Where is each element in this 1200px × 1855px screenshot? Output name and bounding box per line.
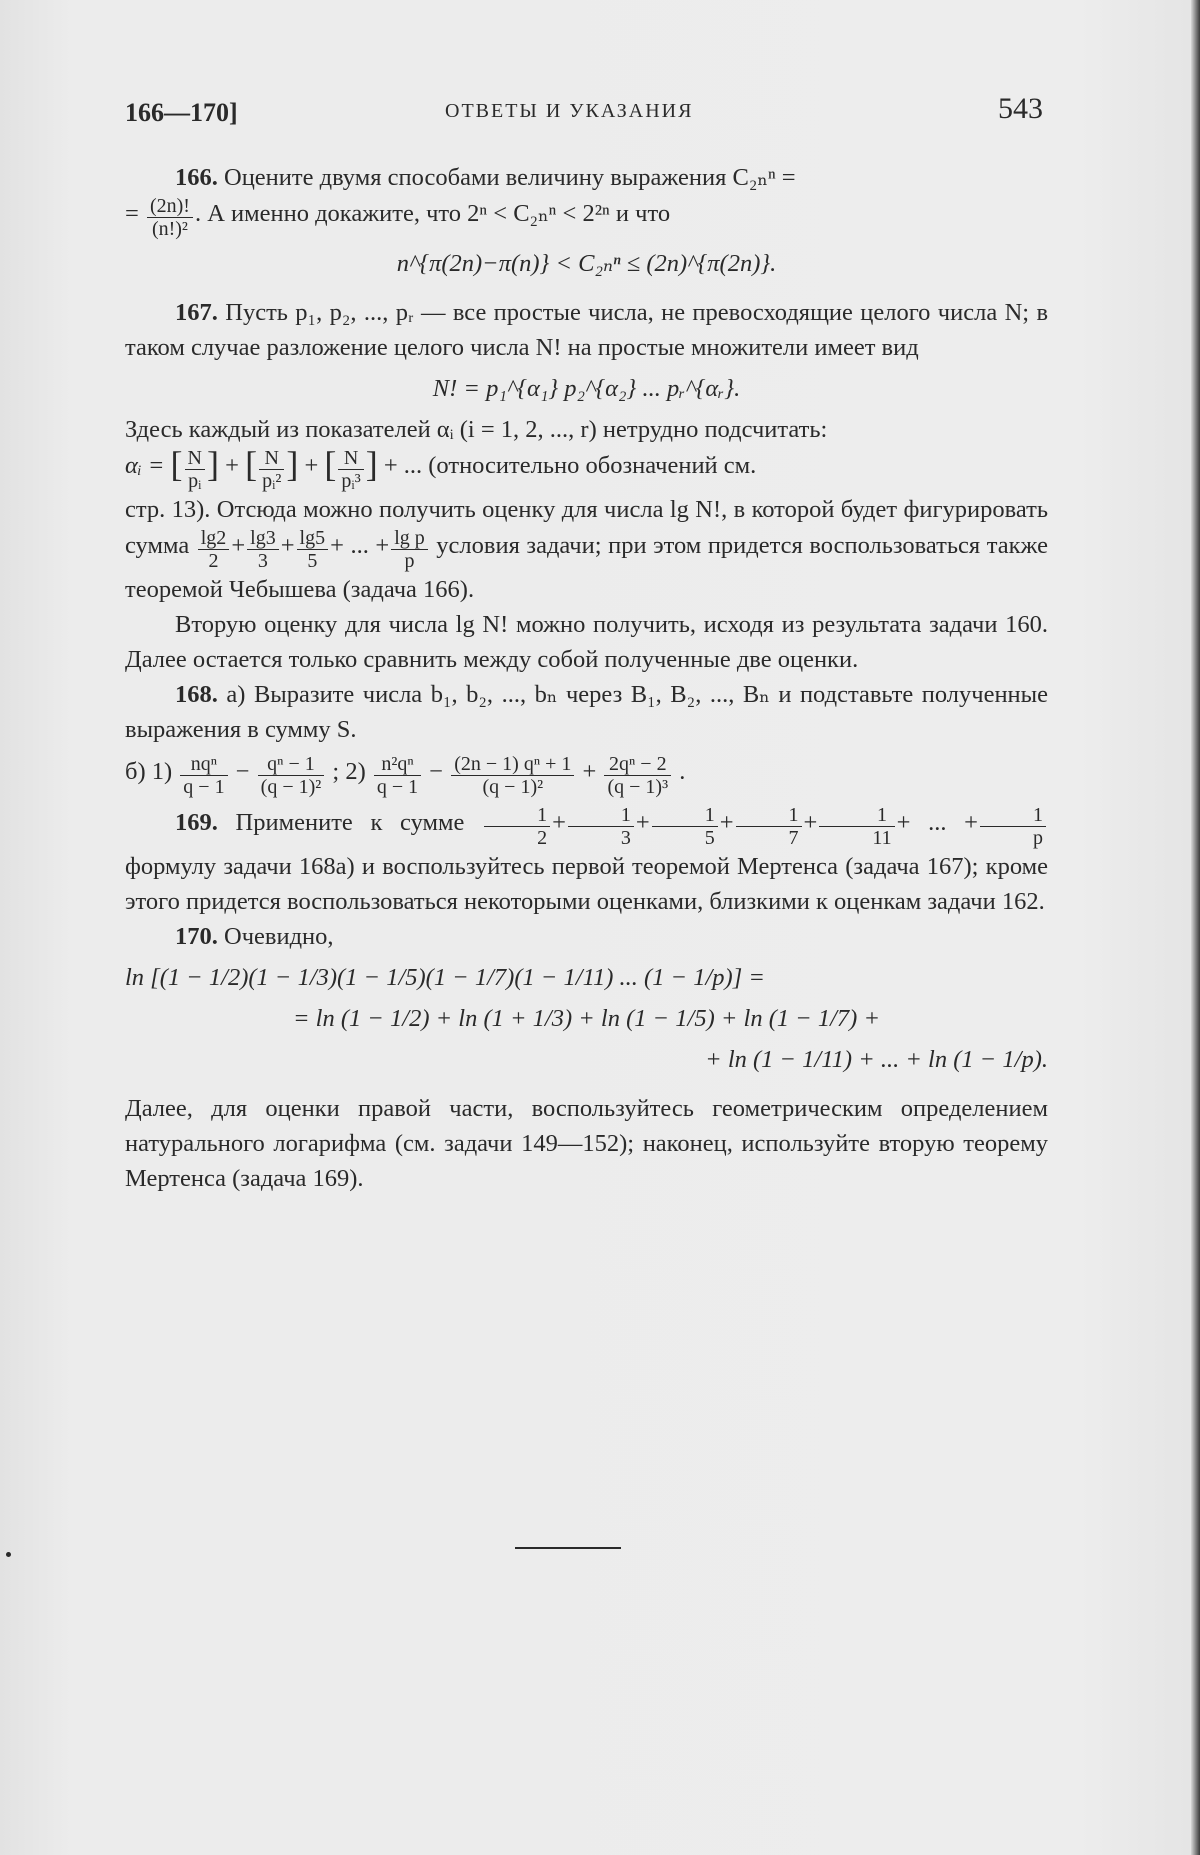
problem-number: 170. [175,923,218,950]
numerator: n²qⁿ [374,753,421,776]
fraction [297,527,329,572]
fraction [980,804,1046,849]
problem-text: Очевидно, [224,923,334,950]
numerator: lg3 [247,527,279,550]
fraction [180,753,227,798]
denominator: 11 [872,827,892,849]
problem-number: 167. [175,299,218,326]
separator: ; 2) [332,758,366,785]
denominator: pᵢ³ [341,470,361,492]
fraction [147,195,193,240]
denominator: q − 1 [376,776,419,798]
denominator: 3 [620,827,631,849]
numerator: qⁿ − 1 [258,753,325,776]
page-body [125,160,1048,1196]
problem-text: Вторую оценку для числа lg N! можно получить, исходя из результата задачи 160. Далее остается только сравнить между собой полученные две оценки. [125,611,1048,673]
fraction [819,804,894,849]
problem-text: Примените к сумме [235,809,465,836]
page-edge-shadow [1191,0,1200,1855]
page-number: 543 [998,92,1043,125]
denominator: pᵢ² [262,470,282,492]
problem-range: 166—170] [125,98,238,127]
formula: n^{π(2n)−π(n)} < C₂ₙⁿ ≤ (2n)^{π(2n)}. [396,250,777,277]
header-title: ОТВЕТЫ И УКАЗАНИЯ [445,100,694,122]
denominator: q − 1 [183,776,225,798]
fraction [568,804,634,849]
fraction [652,804,718,849]
numerator: lg p [391,527,428,550]
numerator: N [338,447,363,470]
equation-line-2: = ln (1 − 1/2) + ln (1 + 1/3) + ln (1 − 1/5) + ln (1 − 1/7) + [292,1005,881,1032]
numerator: N [185,447,205,470]
numerator: 1 [819,804,894,827]
numerator: (2n)! [147,195,193,218]
denominator: p [1033,827,1043,849]
equation-line-1: ln [(1 − 1/2)(1 − 1/3)(1 − 1/5)(1 − 1/7)(1 − 1/11) ... (1 − 1/p)] = [125,964,765,991]
problem-text: + ... (относительно обозначений см. [383,452,757,479]
problem-number: 168. [175,681,218,708]
problem-text-block: стр. 13). Отсюда можно получить оценку для числа lg N!, в которой будет фигурировать сумма $\frac{\lg 2}{2}$ + $\frac{\lg 3}{3}$ + $\frac{\lg 5}{5}$ + ... + $\frac{\text{lg p}}{p}$ условия задачи; при этом придется воспользоваться также теоремой Чебышева (задача 166). [125,496,1048,603]
problem-166-line2: = $\frac{(2n)!}{\text{(n!)²}}$ . А именно докажите, что 2ⁿ < C₂ₙⁿ < 2²ⁿ и что [125,195,671,240]
denominator: 2 [537,827,548,849]
denominator: 3 [257,550,268,572]
denominator: p [404,550,415,572]
alpha-formula: αᵢ = [ $\frac{N}{\text{pᵢ}}$ ] + [ $\frac{N}{\text{pᵢ²}}$ ] + [ $\frac{N}{\text{pᵢ³}}$ ] + ... (относительно обозначений см. [125,444,757,492]
problem-168-answers: б) 1) $\frac{\text{nqⁿ}}{q - 1}$ − $\frac{\text{qⁿ − 1}}{\text{(q − 1)²}}$ ; 2) $\frac{\text{n²qⁿ}}{q - 1}$ − $\frac{\text{(2n − 1) qⁿ + 1}}{\text{(q − 1)²}}$ + $\frac{\text{2qⁿ − 2}}{\text{(q − 1)³}}$ . [125,753,686,798]
scan-speck [6,1552,11,1557]
fraction [247,527,279,572]
fraction [736,804,802,849]
problem-text: стр. 13). Отсюда можно получить оценку для числа lg N!, в которой будет фигурировать сумма [125,496,1048,559]
problem-text: . А именно докажите, что 2ⁿ < C₂ₙⁿ < 2²ⁿ и что [194,200,671,227]
denominator: 5 [307,550,318,572]
denominator: (n!)² [151,218,188,240]
denominator: 7 [788,827,799,849]
problem-text: формулу задачи 168а) и воспользуйтесь первой теоремой Мертенса (задача 167); кроме этого придется воспользоваться некоторыми оценками, близкими к оценкам задачи 162. [125,853,1048,915]
problem-text: а) Выразите числа b₁, b₂, ..., bₙ через B₁, B₂, ..., Bₙ и подставьте полученные выражения в сумму S. [125,681,1049,743]
numerator: lg2 [198,527,230,550]
numerator: 2qⁿ − 2 [604,753,671,776]
numerator: 1 [484,804,550,827]
end-rule [515,1547,621,1549]
denominator: (q − 1)² [260,776,322,798]
numerator: 1 [736,804,802,827]
fraction [604,753,671,798]
problem-text: Далее, для оценки правой части, воспользуйтесь геометрическим определением натурального логарифма (см. задачи 149—152); наконец, используйте вторую теорему Мертенса (задача 169). [125,1095,1048,1192]
formula-lhs: αᵢ = [125,452,165,479]
fraction [185,447,205,492]
answer-label: б) 1) [125,758,173,785]
equation-line-3: + ln (1 − 1/11) + ... + ln (1 − 1/p). [705,1046,1048,1073]
denominator: pᵢ [188,470,202,492]
formula: N! = p₁^{α₁} p₂^{α₂} ... pᵣ^{αᵣ}. [432,375,741,402]
denominator: (q − 1)² [482,776,544,798]
problem-169: 169. Примените к сумме $\frac{1}{2}$ + $\frac{1}{3}$ + $\frac{1}{5}$ + $\frac{1}{7}$ + $\frac{1}{11}$ + ... + $\frac{1}{p}$ формулу задачи 168а) и воспользуйтесь первой теоремой Мертенса (задача 167); кроме этого придется воспользоваться некоторыми оценками, близкими к оценкам задачи 162. [125,804,1048,915]
problem-text: Оцените двумя способами величину выражения C₂ₙⁿ = [224,164,796,191]
fraction [338,447,363,492]
problem-text: Пусть p₁, p₂, ..., pᵣ — все простые числа, не превосходящие целого числа N; в таком случае разложение целого числа N! на простые множители имеет вид [125,299,1049,361]
problem-168 [125,677,1048,747]
problem-number: 169. [175,809,218,836]
problem-text: условия задачи; при этом придется воспользоваться также теоремой Чебышева (задача 166). [125,532,1048,603]
fraction [258,753,325,798]
problem-number: 166. [175,164,218,191]
fraction [391,527,428,572]
denominator: (q − 1)³ [607,776,669,798]
fraction [198,527,230,572]
denominator: 5 [704,827,715,849]
numerator: 1 [980,804,1046,827]
fraction [259,447,284,492]
problem-167 [125,295,1048,365]
numerator: 1 [652,804,718,827]
running-header [125,92,1043,132]
numerator: lg5 [297,527,329,550]
denominator: 2 [208,550,219,572]
fraction [374,753,421,798]
fraction [451,753,574,798]
problem-166 [125,160,1048,195]
numerator: N [259,447,284,470]
numerator: 1 [568,804,634,827]
fraction [484,804,550,849]
numerator: nqⁿ [180,753,227,776]
problem-text: Здесь каждый из показателей αᵢ (i = 1, 2, ..., r) нетрудно подсчитать: [125,416,828,443]
problem-170 [125,919,1048,954]
numerator: (2n − 1) qⁿ + 1 [451,753,574,776]
